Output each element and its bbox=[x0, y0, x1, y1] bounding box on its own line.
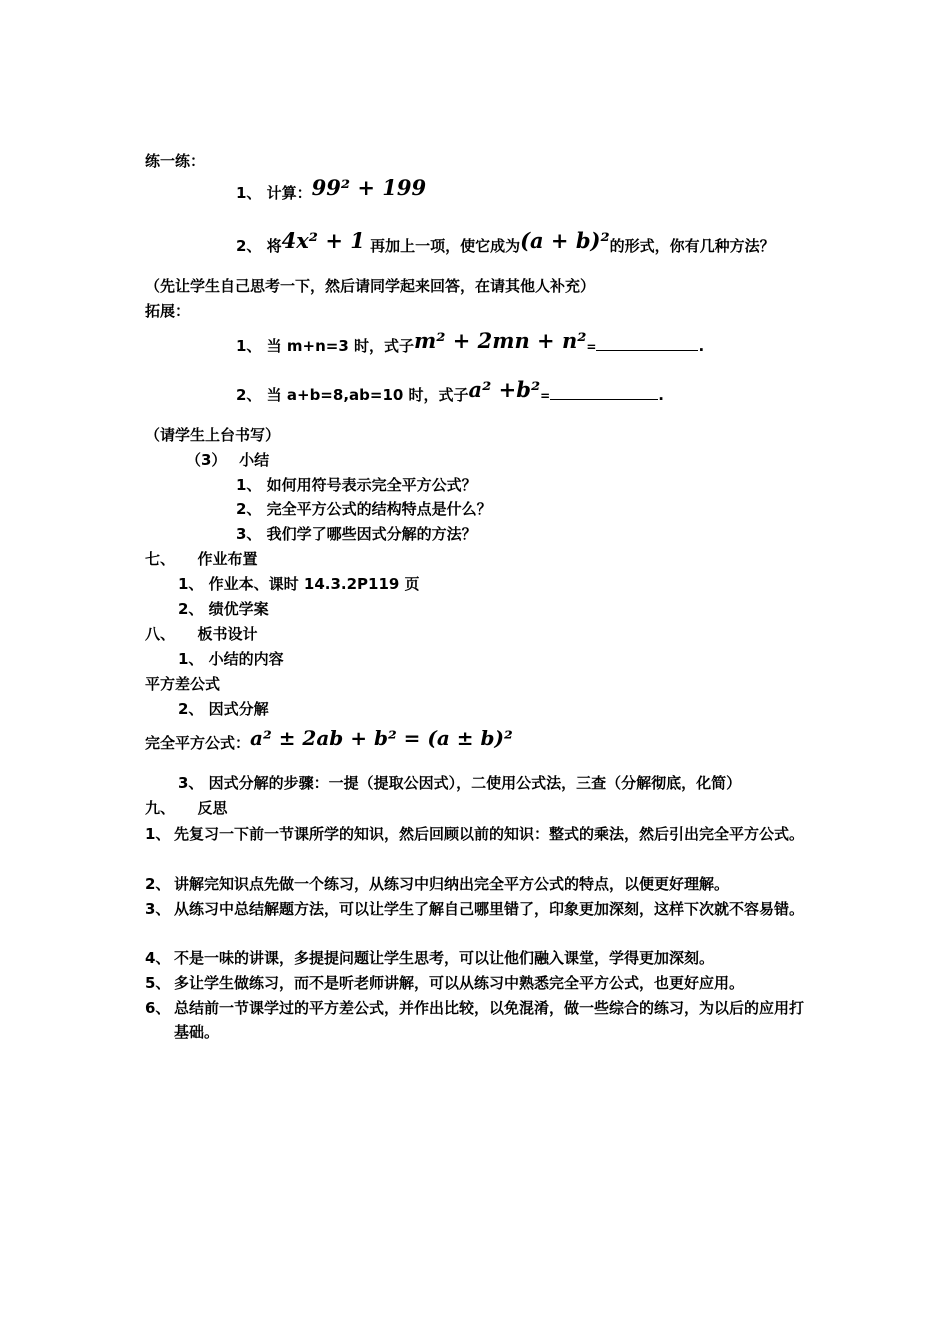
reflection-number: 6、 bbox=[145, 999, 171, 1017]
extension-item-1 bbox=[236, 328, 705, 358]
board-item-2: 2、 因式分解 bbox=[178, 700, 269, 718]
homework-item-2: 2、 绩优学案 bbox=[178, 600, 269, 618]
extension-item-1-end: . bbox=[698, 337, 705, 355]
reflection-number: 1、 bbox=[145, 825, 171, 843]
reflection-item-3 bbox=[145, 897, 815, 921]
homework-item-1: 1、 作业本、课时 14.3.2P119 页 bbox=[178, 575, 420, 593]
practice-item-1-expr: 99² + 199 bbox=[311, 175, 427, 200]
board-line-difference-of-squares: 平方差公式 bbox=[145, 675, 221, 693]
section-8-heading: 八、 板书设计 bbox=[145, 625, 258, 643]
reflection-number: 2、 bbox=[145, 875, 171, 893]
reflection-text: 从练习中总结解题方法，可以让学生了解自己哪里错了，印象更加深刻，这样下次就不容易错。 bbox=[174, 900, 805, 918]
practice-item-1-label: 1、 计算： bbox=[236, 184, 312, 202]
extension-item-2-pre: 2、 当 a+b=8,ab=10 时，式子 bbox=[236, 386, 469, 404]
teaching-note-1: （先让学生自己思考一下，然后请同学起来回答，在请其他人补充） bbox=[145, 277, 596, 295]
practice-item-2-mid: 再加上一项，使它成为 bbox=[364, 237, 521, 255]
answer-blank bbox=[596, 336, 698, 351]
practice-item-2-pre: 2、 将 bbox=[236, 237, 282, 255]
section-9-heading: 九、 反思 bbox=[145, 799, 228, 817]
reflection-item-2 bbox=[145, 872, 815, 896]
board-formula-line bbox=[145, 726, 513, 754]
extension-item-2-equals: = bbox=[540, 389, 551, 403]
board-item-3: 3、 因式分解的步骤：一提（提取公因式），二使用公式法，三查（分解彻底，化简） bbox=[178, 774, 742, 792]
reflection-text: 总结前一节课学过的平方差公式，并作出比较，以免混淆，做一些综合的练习，为以后的应用打基础。 bbox=[174, 999, 805, 1041]
reflection-number: 5、 bbox=[145, 974, 171, 992]
reflection-item-5 bbox=[145, 971, 815, 995]
summary-item-2: 2、 完全平方公式的结构特点是什么？ bbox=[236, 500, 492, 518]
reflection-text: 先复习一下前一节课所学的知识，然后回顾以前的知识：整式的乘法，然后引出完全平方公式。 bbox=[174, 825, 805, 843]
reflection-text: 不是一味的讲课，多提提问题让学生思考，可以让他们融入课堂，学得更加深刻。 bbox=[174, 949, 715, 967]
extension-item-2-expr: a² +b² bbox=[468, 377, 541, 402]
extension-item-1-expr: m² + 2mn + n² bbox=[414, 328, 587, 353]
reflection-number: 4、 bbox=[145, 949, 171, 967]
practice-heading: 练一练： bbox=[145, 152, 206, 170]
reflection-item-6 bbox=[145, 996, 815, 1044]
teaching-note-2: （请学生上台书写） bbox=[145, 426, 281, 444]
practice-item-2-post: 的形式，你有几种方法？ bbox=[609, 237, 775, 255]
extension-item-1-equals: = bbox=[586, 340, 597, 354]
board-item-1: 1、 小结的内容 bbox=[178, 650, 284, 668]
reflection-text: 多让学生做练习，而不是听老师讲解，可以从练习中熟悉完全平方公式，也更好应用。 bbox=[174, 974, 745, 992]
section-7-heading: 七、 作业布置 bbox=[145, 550, 258, 568]
extension-item-1-pre: 1、 当 m+n=3 时，式子 bbox=[236, 337, 414, 355]
reflection-text: 讲解完知识点先做一个练习，从练习中归纳出完全平方公式的特点，以便更好理解。 bbox=[174, 875, 730, 893]
answer-blank bbox=[550, 385, 658, 400]
formula-label: 完全平方公式： bbox=[145, 734, 251, 752]
reflection-item-4 bbox=[145, 946, 815, 970]
practice-item-2-expr1: 4x² + 1 bbox=[281, 228, 365, 253]
extension-item-2-end: . bbox=[658, 386, 664, 404]
summary-item-1: 1、 如何用符号表示完全平方公式？ bbox=[236, 476, 477, 494]
extension-item-2 bbox=[236, 377, 664, 407]
reflection-number: 3、 bbox=[145, 900, 171, 918]
practice-item-2 bbox=[236, 228, 775, 257]
extension-heading: 拓展： bbox=[145, 302, 191, 320]
reflection-item-1 bbox=[145, 822, 815, 846]
perfect-square-formula: a² ± 2ab + b² = (a ± b)² bbox=[250, 726, 513, 750]
summary-item-3: 3、 我们学了哪些因式分解的方法？ bbox=[236, 525, 477, 543]
summary-heading: （3） 小结 bbox=[186, 451, 270, 469]
practice-item-1 bbox=[236, 175, 427, 204]
practice-item-2-expr2: (a + b)² bbox=[520, 228, 610, 253]
